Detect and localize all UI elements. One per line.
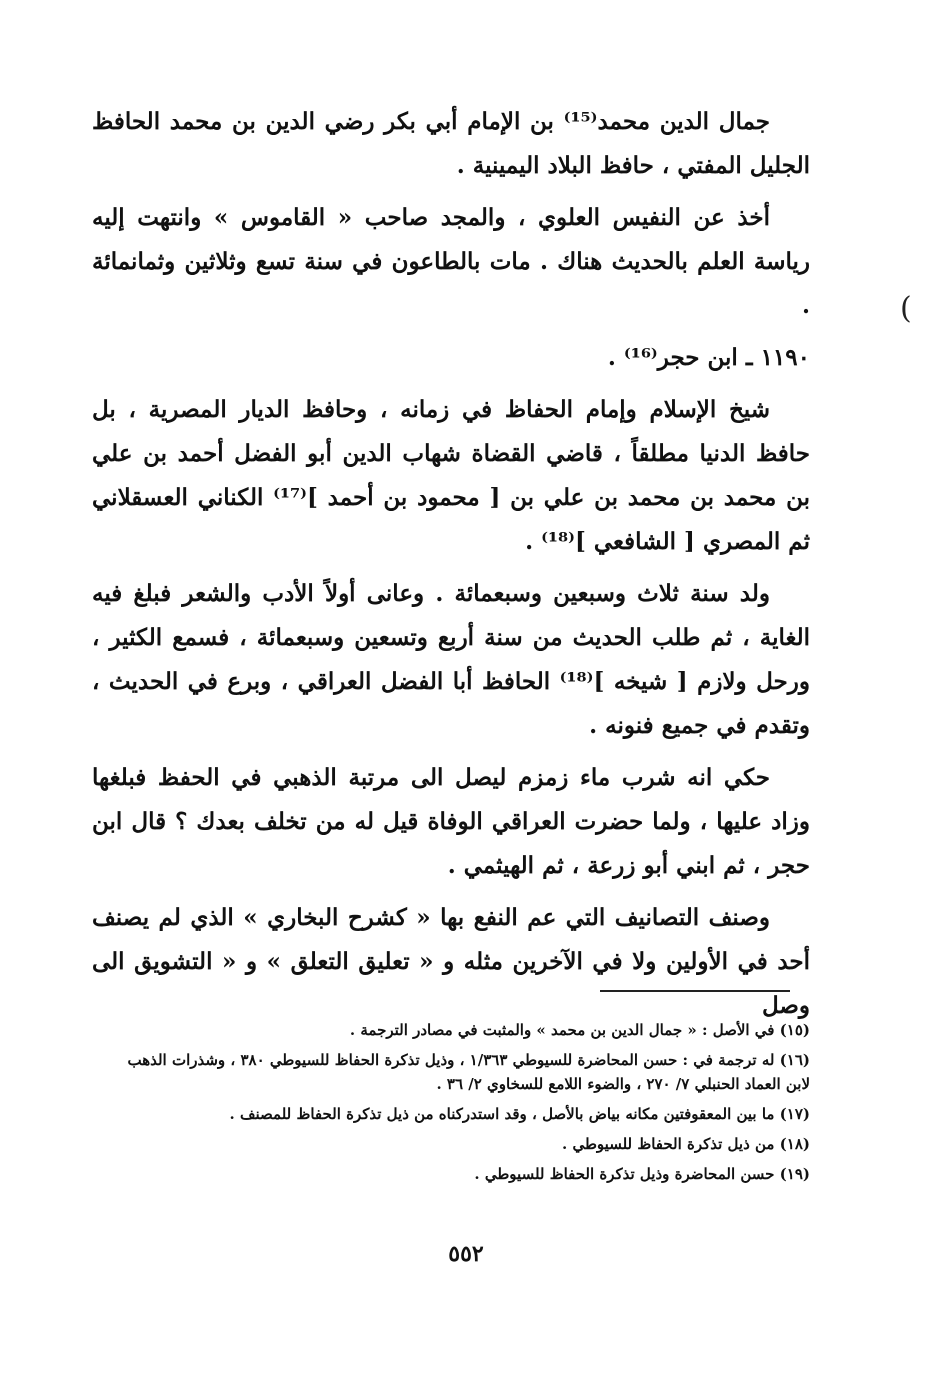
footnote-17: (١٧) ما بين المعقوفتين مكانه بياض بالأصل ، وقد استدركناه من ذيل تذكرة الحفاظ للمصنف . <box>229 1105 810 1123</box>
main-text <box>92 100 810 1036</box>
footnote-19: (١٩) حسن المحاضرة وذيل تذكرة الحفاظ للسيوطي . <box>474 1165 810 1183</box>
entry-heading-ibn-hajar: ١١٩٠ ـ ابن حجر⁽¹⁶⁾ . <box>607 344 810 371</box>
footnote-15: (١٥) في الأصل : « جمال الدين بن محمد » والمثبت في مصادر الترجمة . <box>349 1021 810 1039</box>
paragraph-ibn-hajar-birth-studies: ولد سنة ثلاث وسبعين وسبعمائة . وعانى أولاً الأدب والشعر فبلغ فيه الغاية ، ثم طلب الحديث من سنة أربع وتسعين وسبعمائة ، فسمع الكثير ، ورحل ولازم [ شيخه ]⁽¹⁸⁾ الحافظ أبا الفضل العراقي ، وبرع في الحديث ، وتقدم في جميع فنونه . <box>92 580 810 739</box>
footnote-16: (١٦) له ترجمة في : حسن المحاضرة للسيوطي ١/٣٦٣ ، وذيل تذكرة الحفاظ للسيوطي ٣٨٠ ، وشذرات الذهب لابن العماد الحنبلي ٧/ ٢٧٠ ، والضوء اللامع للسخاوي ٢/ ٣٦ . <box>127 1051 810 1093</box>
paragraph-zamzam-anecdote: حكي انه شرب ماء زمزم ليصل الى مرتبة الذهبي في الحفظ فبلغها وزاد عليها ، ولما حضرت العراقي الوفاة قيل له من تخلف بعدك ؟ قال ابن حجر ، ثم ابني أبو زرعة ، ثم الهيثمي . <box>92 764 810 879</box>
paragraph-works: وصنف التصانيف التي عم النفع بها « كشرح البخاري » الذي لم يصنف أحد في الأولين ولا في الآخرين مثله و « تعليق التعلق » و « التشويق الى وصل <box>92 904 810 1019</box>
footnote-18: (١٨) من ذيل تذكرة الحفاظ للسيوطي . <box>562 1135 810 1153</box>
paragraph-teachers-and-death: أخذ عن النفيس العلوي ، والمجد صاحب « القاموس » وانتهت إليه رياسة العلم بالحديث هناك . مات بالطاعون في سنة تسع وثلاثين وثمانمائة . <box>92 204 810 319</box>
paragraph-ibn-hajar-titles: شيخ الإسلام وإمام الحفاظ في زمانه ، وحافظ الديار المصرية ، بل حافظ الدنيا مطلقاً ، قاضي القضاة شهاب الدين أبو الفضل أحمد بن علي بن محمد بن محمد بن علي بن [ محمود بن أحمد ]⁽¹⁷⁾ الكناني العسقلاني ثم المصري [ الشافعي ]⁽¹⁸⁾ . <box>92 396 810 555</box>
margin-handwritten-mark: ( <box>900 291 912 326</box>
page-number: ٥٥٢ <box>448 1241 484 1267</box>
paragraph-biography-jamal-al-din: جمال الدين محمد⁽¹⁵⁾ بن الإمام أبي بكر رضي الدين بن محمد الحافظ الجليل المفتي ، حافظ البلاد اليمينية . <box>92 108 810 179</box>
footnote-divider <box>600 990 790 992</box>
footnotes <box>100 1018 810 1192</box>
